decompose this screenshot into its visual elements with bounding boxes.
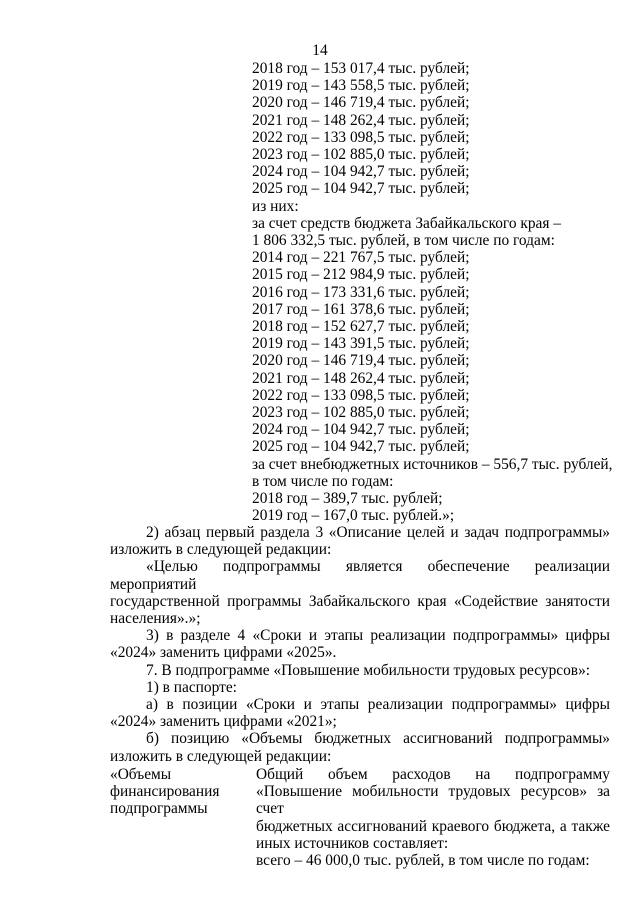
- paragraph-line: 3) в разделе 4 «Сроки и этапы реализации подпрограммы» цифры: [146, 627, 610, 645]
- budget-line: 2021 год – 148 262,4 тыс. рублей;: [252, 111, 470, 129]
- budget-line: 2021 год – 148 262,4 тыс. рублей;: [252, 369, 470, 387]
- paragraph-line: 2) абзац первый раздела 3 «Описание целей и задач подпрограммы»: [146, 524, 610, 541]
- budget-list: [252, 60, 612, 524]
- paragraph-line: государственной программы Забайкальского края «Содействие занятости: [110, 592, 610, 610]
- budget-line: за счет средств бюджета Забайкальского края –: [252, 214, 561, 232]
- budget-line: 2025 год – 104 942,7 тыс. рублей;: [252, 438, 470, 456]
- budget-line: 2019 год – 143 558,5 тыс. рублей;: [252, 77, 470, 95]
- paragraph-line: а) в позиции «Сроки и этапы реализации подпрограммы» цифры: [146, 696, 610, 714]
- paragraph-line: изложить в следующей редакции:: [110, 747, 332, 765]
- budget-line: 2023 год – 102 885,0 тыс. рублей;: [252, 146, 470, 164]
- table-value-line: всего – 46 000,0 тыс. рублей, в том числе по годам:: [256, 852, 590, 870]
- table-value-line: иных источников составляет:: [256, 834, 449, 852]
- budget-line: 2022 год – 133 098,5 тыс. рублей;: [252, 128, 470, 146]
- budget-line: 2019 год – 167,0 тыс. рублей.»;: [252, 507, 455, 525]
- budget-line: 2015 год – 212 984,9 тыс. рублей;: [252, 266, 470, 284]
- budget-line: 2024 год – 104 942,7 тыс. рублей;: [252, 163, 470, 181]
- table-label-line: подпрограммы: [110, 800, 208, 818]
- budget-line: 2023 год – 102 885,0 тыс. рублей;: [252, 404, 470, 422]
- paragraph-line: «2024» заменить цифрами «2025».: [110, 644, 337, 662]
- table-label-line: «Объемы: [110, 766, 172, 783]
- budget-line: 2019 год – 143 391,5 тыс. рублей;: [252, 335, 470, 353]
- table-left-column: [110, 766, 240, 818]
- budget-line: 2018 год – 152 627,7 тыс. рублей;: [252, 318, 470, 336]
- budget-line: 2022 год – 133 098,5 тыс. рублей;: [252, 386, 470, 404]
- budget-line: 2018 год – 153 017,4 тыс. рублей;: [252, 60, 470, 77]
- budget-line: 2020 год – 146 719,4 тыс. рублей;: [252, 94, 470, 112]
- table-value-line: бюджетных ассигнований краевого бюджета, а также: [256, 817, 610, 835]
- budget-line: за счет внебюджетных источников – 556,7 тыс. рублей,: [252, 455, 613, 473]
- paragraph-line: б) позицию «Объемы бюджетных ассигнований подпрограммы»: [146, 730, 610, 748]
- paragraph-line: 1) в паспорте:: [146, 678, 237, 696]
- budget-line: 2017 год – 161 378,6 тыс. рублей;: [252, 300, 470, 318]
- budget-line: 2020 год – 146 719,4 тыс. рублей;: [252, 352, 470, 370]
- budget-line: из них:: [252, 197, 299, 215]
- table-right-column: [256, 766, 610, 869]
- budget-line: 2016 год – 173 331,6 тыс. рублей;: [252, 283, 470, 301]
- table-value-line: Общий объем расходов на подпрограмму: [256, 766, 610, 783]
- paragraph-line: 7. В подпрограмме «Повышение мобильности трудовых ресурсов»:: [146, 661, 591, 679]
- paragraph-line: «Целью подпрограммы является обеспечение реализации мероприятий: [110, 558, 610, 593]
- budget-line: 2025 год – 104 942,7 тыс. рублей;: [252, 180, 470, 198]
- table-label-line: финансирования: [110, 783, 220, 801]
- budget-line: 2018 год – 389,7 тыс. рублей;: [252, 490, 443, 508]
- paragraph-line: населения».»;: [110, 610, 201, 628]
- budget-line: 2014 год – 221 767,5 тыс. рублей;: [252, 249, 470, 267]
- paragraph-line: изложить в следующей редакции:: [110, 541, 332, 559]
- budget-line: 2024 год – 104 942,7 тыс. рублей;: [252, 421, 470, 439]
- amendment-text: [110, 524, 610, 765]
- paragraph-line: «2024» заменить цифрами «2021»;: [110, 713, 337, 731]
- budget-line: 1 806 332,5 тыс. рублей, в том числе по годам:: [252, 232, 555, 250]
- page-number: 14: [312, 42, 328, 59]
- budget-line: в том числе по годам:: [252, 472, 394, 490]
- table-value-line: «Повышение мобильности трудовых ресурсов» за счет: [256, 783, 610, 818]
